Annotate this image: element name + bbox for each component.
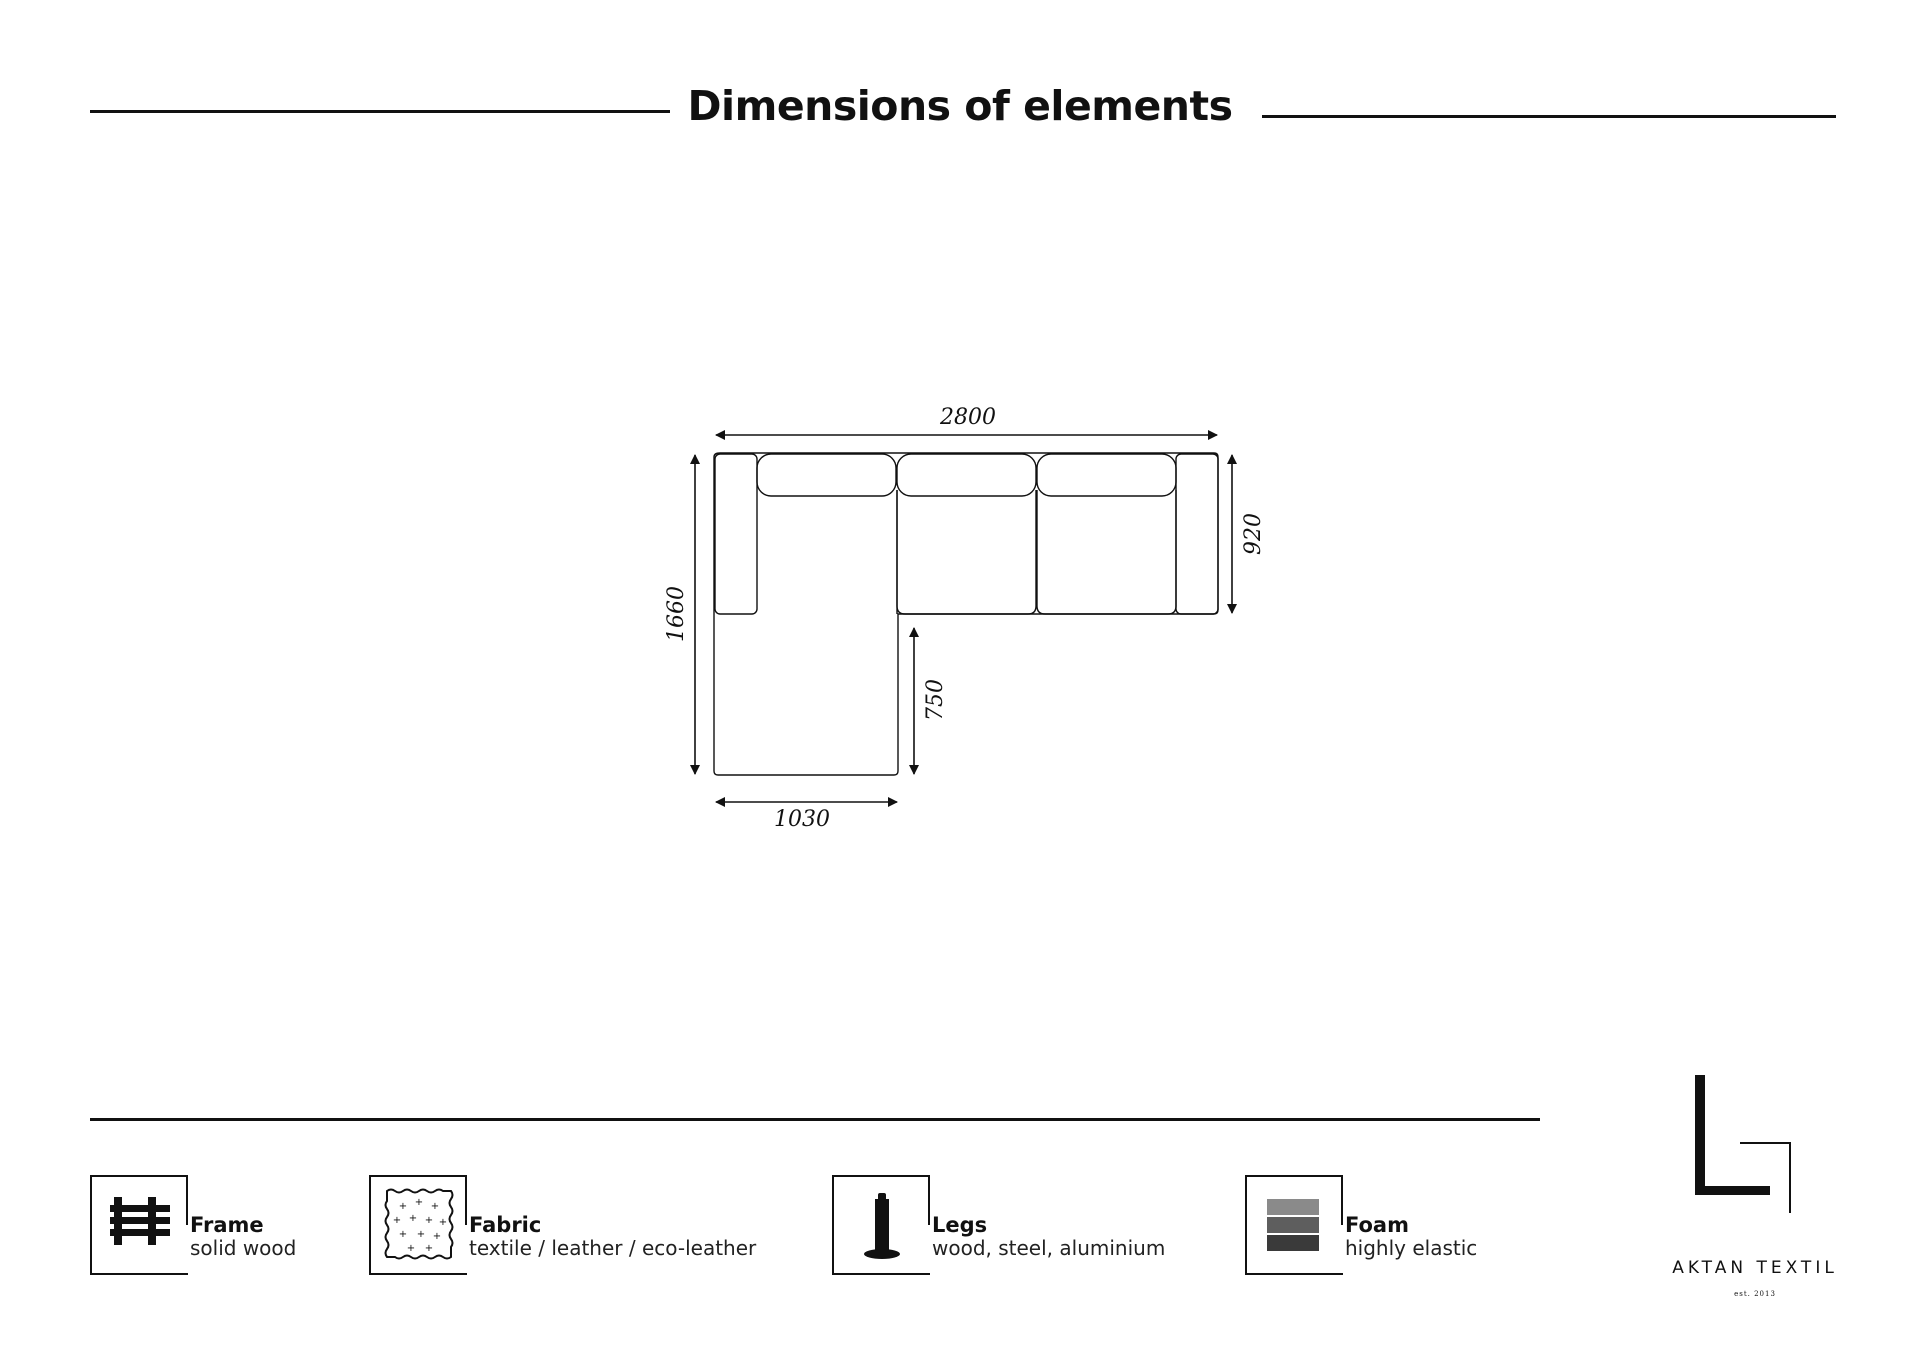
back-cushion-2: [897, 454, 1036, 496]
svg-text:+: +: [398, 1229, 408, 1240]
dim-label-2800: 2800: [940, 405, 996, 430]
right-armrest: [1176, 454, 1218, 614]
svg-text:+: +: [424, 1243, 434, 1254]
dim-label-750: 750: [923, 679, 948, 721]
feature-desc: solid wood: [190, 1236, 297, 1260]
frame-icon: [90, 1175, 188, 1275]
legs-icon: [832, 1175, 930, 1275]
dim-label-1030: 1030: [774, 807, 830, 832]
svg-text:+: +: [416, 1229, 426, 1240]
svg-text:+: +: [424, 1215, 434, 1226]
svg-text:+: +: [392, 1215, 402, 1226]
brand-tagline: est. 2013: [1734, 1290, 1776, 1298]
page-title: Dimensions of elements: [687, 82, 1233, 130]
left-armrest: [715, 454, 757, 614]
dim-label-1660: 1660: [664, 586, 689, 642]
svg-text:+: +: [406, 1243, 416, 1254]
svg-text:+: +: [432, 1231, 442, 1242]
feature-title: Frame: [190, 1213, 264, 1237]
feature-desc: textile / leather / eco-leather: [469, 1236, 757, 1260]
svg-text:+: +: [398, 1201, 408, 1212]
feature-desc: highly elastic: [1345, 1236, 1478, 1260]
seat-middle: [897, 490, 1036, 614]
feature-title: Foam: [1345, 1213, 1409, 1237]
fabric-icon: [369, 1175, 467, 1275]
back-cushion-3: [1037, 454, 1176, 496]
brand-name: AKTAN TEXTIL: [1672, 1258, 1838, 1278]
svg-text:+: +: [414, 1197, 424, 1208]
footer-line: [90, 1118, 1540, 1121]
svg-text:+: +: [430, 1201, 440, 1212]
feature-title: Fabric: [469, 1213, 542, 1237]
svg-text:+: +: [438, 1217, 448, 1228]
feature-desc: wood, steel, aluminium: [932, 1236, 1166, 1260]
seat-right: [1037, 490, 1176, 614]
svg-text:+: +: [408, 1213, 418, 1224]
dim-label-920: 920: [1241, 513, 1266, 555]
foam-icon: [1245, 1175, 1343, 1275]
feature-title: Legs: [932, 1213, 988, 1237]
back-cushion-1: [757, 454, 896, 496]
